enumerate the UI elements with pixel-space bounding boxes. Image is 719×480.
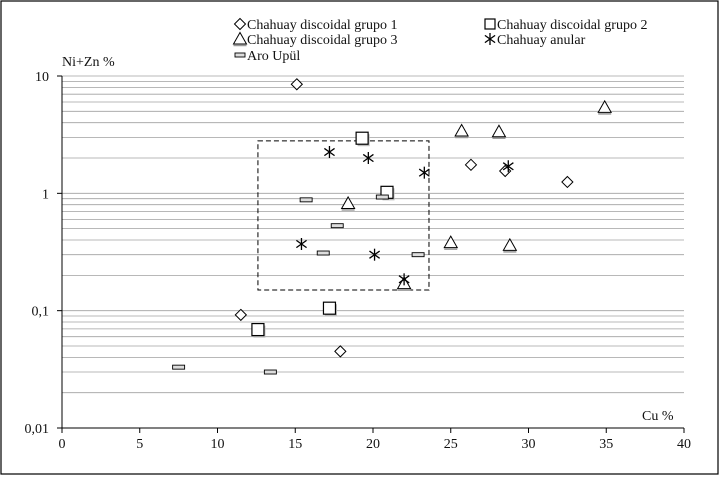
point-square-1-3 — [252, 324, 266, 338]
x-tick-label: 35 — [599, 437, 614, 452]
legend-label: Chahuay discoidal grupo 3 — [247, 33, 398, 48]
legend-label: Chahuay discoidal grupo 2 — [497, 18, 648, 33]
point-bar-4-4 — [412, 253, 424, 257]
point-square-1-2 — [323, 302, 337, 316]
legend-label: Chahuay anular — [497, 33, 586, 48]
x-tick-label: 40 — [677, 437, 691, 452]
point-bar-4-3 — [317, 251, 329, 255]
y-tick-label: 1 — [42, 187, 49, 203]
x-tick-label: 0 — [58, 437, 66, 452]
point-bar-4-5 — [173, 365, 185, 369]
point-bar-4-6 — [264, 370, 276, 374]
legend-item-1 — [485, 18, 647, 33]
legend-item-0 — [235, 18, 398, 33]
legend-marker — [485, 19, 495, 29]
x-tick-label: 10 — [210, 437, 225, 452]
x-tick-label: 25 — [443, 437, 458, 452]
x-tick-label: 15 — [288, 437, 303, 452]
outer-frame — [1, 1, 718, 474]
point-square-1-0 — [356, 132, 370, 146]
legend-label: Chahuay discoidal grupo 1 — [247, 18, 398, 33]
x-tick-label: 20 — [366, 437, 380, 452]
point-bar-4-2 — [331, 224, 343, 228]
x-tick-label: 30 — [521, 437, 536, 452]
legend-label: Aro Upül — [247, 49, 301, 64]
point-bar-4-0 — [300, 198, 312, 202]
y-tick-label: 0,1 — [31, 304, 49, 320]
legend-marker — [235, 53, 245, 57]
y-axis-label: Ni+Zn % — [62, 55, 115, 70]
x-tick-label: 5 — [136, 437, 144, 452]
y-tick-label: 10 — [35, 70, 49, 85]
legend-item-2 — [234, 33, 398, 49]
x-axis-label: Cu % — [642, 409, 674, 424]
y-tick-label: 0,01 — [24, 422, 49, 437]
legend-item-3 — [485, 33, 586, 48]
point-bar-4-1 — [376, 195, 388, 199]
